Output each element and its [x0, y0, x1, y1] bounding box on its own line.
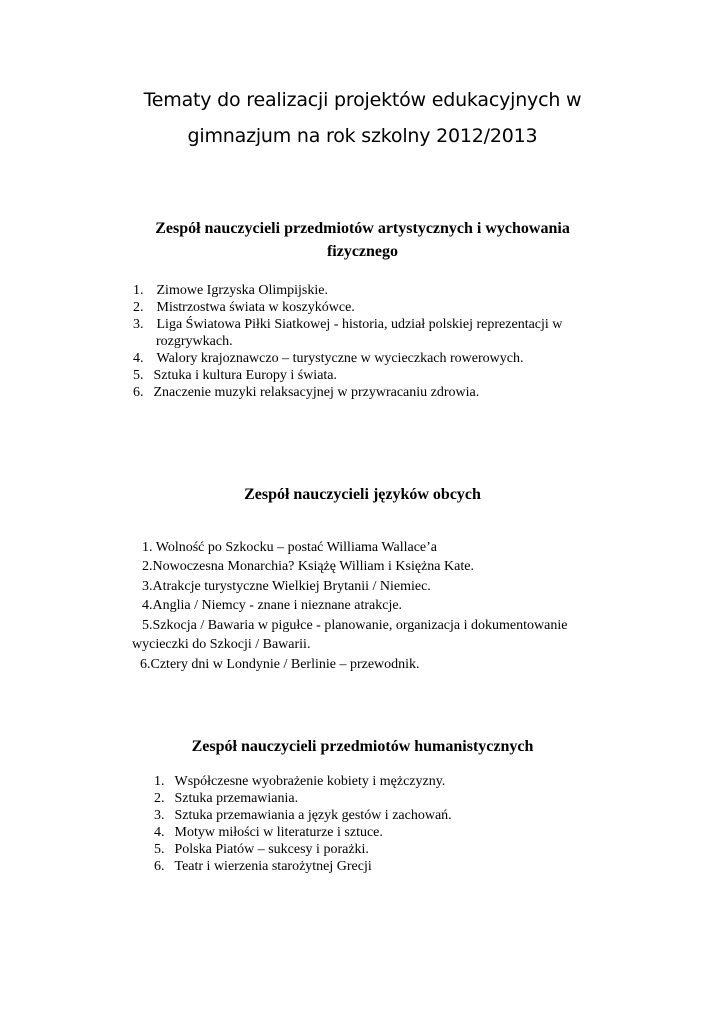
list-item-text: Sztuka przemawiania a język gestów i zachowań. [174, 808, 452, 823]
list-item-text: Motyw miłości w literaturze i sztuce. [174, 825, 383, 840]
list-item-text: Liga Światowa Piłki Siatkowej - historia, udział polskiej reprezentacji w [156, 317, 563, 332]
list-item-text: Mistrzostwa świata w koszykówce. [156, 300, 355, 315]
list-item: 6.Cztery dni w Londynie / Berlinie – przewodnik. [140, 657, 420, 672]
list-item-continuation: rozgrywkach. [156, 334, 233, 349]
section-heading-line-2: fizycznego [326, 243, 399, 260]
list-item-number: 2. [154, 791, 165, 806]
list-item [154, 858, 372, 875]
list-item [133, 367, 337, 384]
list-item [133, 384, 479, 401]
list-item-number: 1. [154, 774, 165, 789]
list-item [154, 790, 298, 807]
list-item [154, 824, 383, 841]
page-title [60, 82, 665, 154]
list-item: 2.Nowoczesna Monarchia? Książę William i Księżna Kate. [142, 559, 474, 574]
list-item-number: 6. [133, 385, 144, 400]
list-item [154, 773, 445, 790]
list-item: 1. Wolność po Szkocku – postać Williama Wallace’a [142, 540, 437, 555]
list-item [154, 841, 369, 858]
section-heading-line-1: Zespół nauczycieli przedmiotów artystycznych i wychowania [155, 220, 570, 237]
section-heading-arts-pe [110, 217, 615, 263]
list-item-number: 3. [133, 317, 144, 332]
page-title-line-2: gimnazjum na rok szkolny 2012/2013 [187, 125, 538, 147]
list-item-text: Znaczenie muzyki relaksacyjnej w przywracaniu zdrowia. [153, 385, 480, 400]
list-item-text: Teatr i wierzenia starożytnej Grecji [174, 859, 372, 874]
section-heading-foreign-languages: Zespół nauczycieli języków obcych [244, 486, 481, 503]
list-item [133, 299, 355, 316]
list-item-text: Polska Piatów – sukcesy i porażki. [174, 842, 369, 857]
list-item-number: 5. [133, 368, 144, 383]
list-item [154, 807, 452, 824]
list-item-number: 5. [154, 842, 165, 857]
list-item-number: 1. [133, 283, 144, 298]
list-item-number: 6. [154, 859, 165, 874]
section-heading-humanities: Zespół nauczycieli przedmiotów humanistycznych [191, 738, 534, 755]
list-item: 5.Szkocja / Bawaria w pigułce - planowanie, organizacja i dokumentowanie [142, 618, 568, 633]
page-title-line-1: Tematy do realizacji projektów edukacyjnych w [143, 89, 582, 111]
list-item: 3.Atrakcje turystyczne Wielkiej Brytanii / Niemiec. [142, 579, 431, 594]
list-item-number: 3. [154, 808, 165, 823]
list-item-number: 4. [154, 825, 165, 840]
list-item-text: Sztuka przemawiania. [174, 791, 299, 806]
list-item-continuation: wycieczki do Szkocji / Bawarii. [132, 637, 311, 652]
list-item-text: Zimowe Igrzyska Olimpijskie. [156, 283, 328, 298]
list-item-number: 2. [133, 300, 144, 315]
list-item-text: Walory krajoznawczo – turystyczne w wycieczkach rowerowych. [156, 351, 524, 366]
list-item-number: 4. [133, 351, 144, 366]
list-item-text: Współczesne wyobrażenie kobiety i mężczyzny. [174, 774, 446, 789]
list-item [133, 282, 328, 299]
list-item [133, 350, 524, 367]
list-item-text: Sztuka i kultura Europy i świata. [153, 368, 338, 383]
list-item: 4.Anglia / Niemcy - znane i nieznane atrakcje. [142, 598, 403, 613]
list-item [133, 316, 562, 333]
